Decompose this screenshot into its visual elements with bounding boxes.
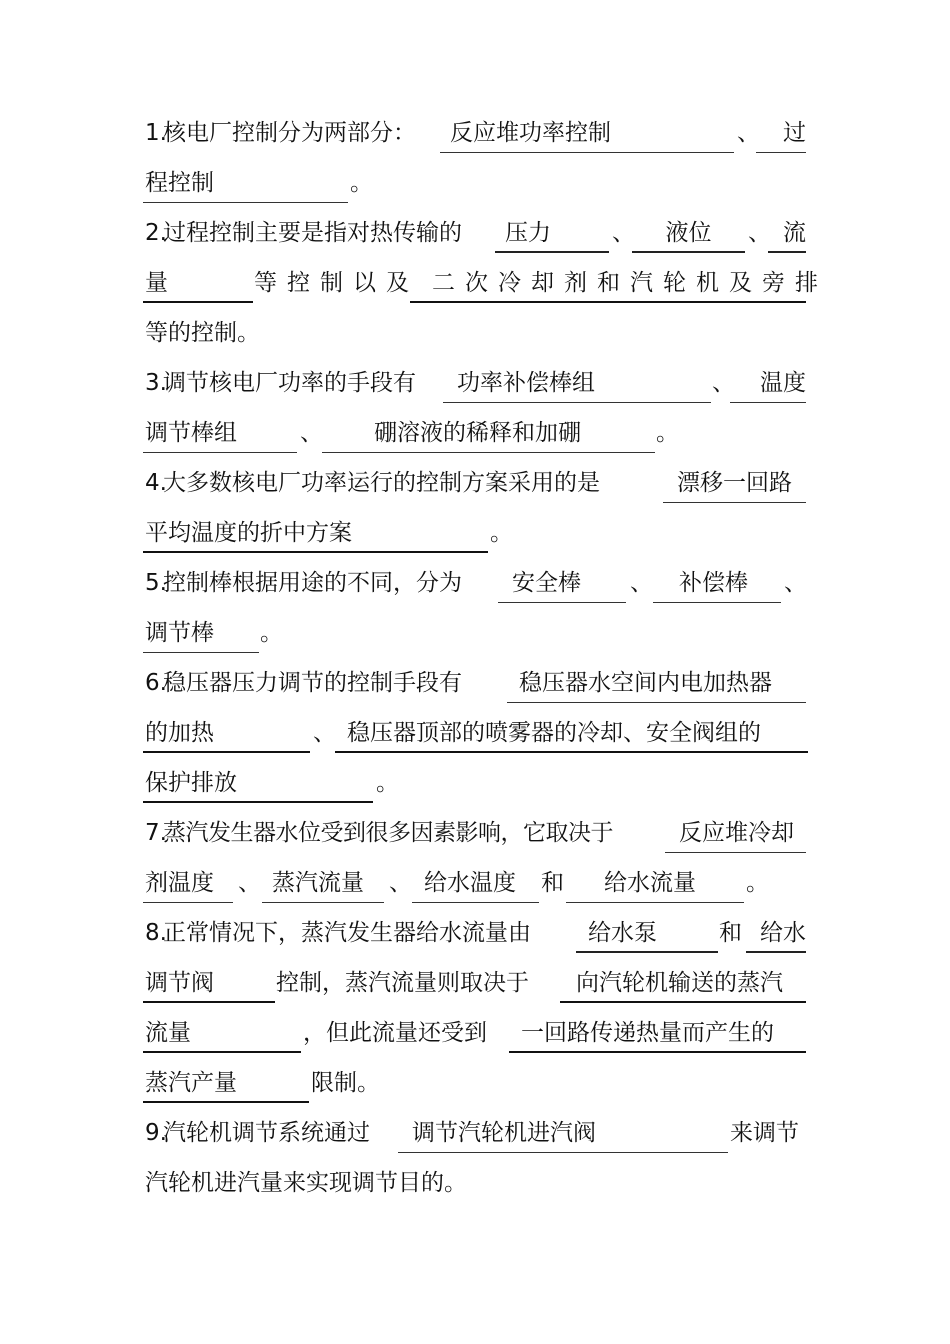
q2-answer-2: 液位 (632, 213, 745, 253)
q6-stem: 稳压器压力调节的控制手段有 (163, 670, 462, 696)
q8-number: 8. (145, 920, 167, 946)
q2-number: 2. (145, 220, 167, 246)
q3-end: 。 (656, 420, 679, 446)
q6-end: 。 (376, 770, 399, 796)
q3-line-1 (0, 363, 950, 403)
q5-line-1 (0, 563, 950, 603)
q3-answer-2a: 温度 (730, 363, 806, 403)
q8-line-2 (0, 963, 950, 1003)
q9-line-1 (0, 1113, 950, 1153)
q8-answer-2a: 给水 (746, 913, 806, 953)
q6-sep: 、 (313, 720, 336, 746)
q3-line-2 (0, 413, 950, 453)
q7-and: 和 (541, 870, 564, 896)
q9-mid: 来调节 (730, 1120, 799, 1146)
q8-line-3 (0, 1013, 950, 1053)
q7-sep-2: 、 (389, 870, 412, 896)
q4-stem: 大多数核电厂功率运行的控制方案采用的是 (163, 470, 600, 496)
q5-answer-1: 安全棒 (498, 563, 626, 603)
q7-stem: 蒸汽发生器水位受到很多因素影响，它取决于 (163, 820, 613, 846)
q5-end: 。 (260, 620, 283, 646)
q2-answer-4: 二次冷却剂和汽轮机及旁排 (410, 263, 806, 303)
q1-answer-2a: 过 (756, 113, 806, 153)
q1-sep: 、 (737, 120, 760, 146)
q9-stem: 汽轮机调节系统通过 (163, 1120, 370, 1146)
q7-answer-2: 蒸汽流量 (262, 863, 384, 903)
q8-mid-2: ，但此流量还受到 (303, 1020, 487, 1046)
q6-answer-1a: 稳压器水空间内电加热器 (507, 663, 806, 703)
q4-answer-1a: 漂移一回路 (663, 463, 806, 503)
q9-tail: 汽轮机进汽量来实现调节目的。 (145, 1170, 467, 1196)
q4-number: 4. (145, 470, 167, 496)
q8-answer-1: 给水泵 (576, 913, 718, 953)
q7-line-2 (0, 863, 950, 903)
q6-answer-2a: 稳压器顶部的喷雾器的冷却、安全阀组的 (335, 713, 808, 753)
q4-line-2 (0, 513, 950, 553)
q6-line-2 (0, 713, 950, 753)
q8-answer-2b: 调节阀 (143, 963, 275, 1003)
q1-line-2 (0, 163, 950, 203)
q5-sep-2: 、 (784, 570, 807, 596)
q5-stem: 控制棒根据用途的不同，分为 (163, 570, 462, 596)
q3-sep-2: 、 (300, 420, 323, 446)
q2-answer-1: 压力 (495, 213, 609, 253)
q8-line-1 (0, 913, 950, 953)
q7-answer-1a: 反应堆冷却 (665, 813, 806, 853)
q8-mid-1: 控制，蒸汽流量则取决于 (276, 970, 529, 996)
q1-end: 。 (350, 170, 373, 196)
q9-number: 9. (145, 1120, 167, 1146)
q2-answer-3b: 量 (143, 263, 253, 303)
q4-answer-1b: 平均温度的折中方案 (143, 513, 488, 553)
q2-sep-2: 、 (748, 220, 771, 246)
q8-line-4 (0, 1063, 950, 1103)
q6-number: 6. (145, 670, 167, 696)
q7-answer-3: 给水温度 (412, 863, 539, 903)
q3-answer-2b: 调节棒组 (143, 413, 297, 453)
q9-answer-1: 调节汽轮机进汽阀 (398, 1113, 728, 1153)
q5-number: 5. (145, 570, 167, 596)
q8-stem: 正常情况下，蒸汽发生器给水流量由 (163, 920, 531, 946)
q2-sep-1: 、 (612, 220, 635, 246)
q3-answer-3: 硼溶液的稀释和加硼 (322, 413, 655, 453)
q5-line-2 (0, 613, 950, 653)
q1-number: 1. (145, 120, 167, 146)
q2-line-1 (0, 213, 950, 253)
q4-end: 。 (490, 520, 513, 546)
q6-line-3 (0, 763, 950, 803)
q1-line-1 (0, 113, 950, 153)
q2-tail: 等的控制。 (145, 320, 260, 346)
q8-and: 和 (719, 920, 742, 946)
q7-number: 7. (145, 820, 167, 846)
q6-answer-1b: 的加热 (143, 713, 310, 753)
q1-answer-1: 反应堆功率控制 (440, 113, 734, 153)
q5-answer-2: 补偿棒 (653, 563, 781, 603)
q2-line-3 (0, 313, 950, 353)
q3-number: 3. (145, 370, 167, 396)
q2-answer-3a: 流 (768, 213, 806, 253)
q6-line-1 (0, 663, 950, 703)
q1-answer-2b: 程控制 (143, 163, 348, 203)
q3-stem: 调节核电厂功率的手段有 (163, 370, 416, 396)
q2-mid: 等控制以及 (254, 270, 419, 296)
q7-line-1 (0, 813, 950, 853)
q2-stem: 过程控制主要是指对热传输的 (163, 220, 462, 246)
q9-line-2 (0, 1163, 950, 1203)
q5-sep-1: 、 (630, 570, 653, 596)
q7-end: 。 (746, 870, 769, 896)
q8-end: 限制。 (311, 1070, 380, 1096)
q8-answer-3b: 流量 (143, 1013, 301, 1053)
q8-answer-4a: 一回路传递热量而产生的 (509, 1013, 806, 1053)
q5-answer-3: 调节棒 (143, 613, 259, 653)
q3-sep-1: 、 (712, 370, 735, 396)
q7-answer-1b: 剂温度 (143, 863, 233, 903)
q8-answer-3a: 向汽轮机输送的蒸汽 (560, 963, 806, 1003)
q4-line-1 (0, 463, 950, 503)
q7-sep-1: 、 (238, 870, 261, 896)
q8-answer-4b: 蒸汽产量 (143, 1063, 309, 1103)
q6-answer-2b: 保护排放 (143, 763, 373, 803)
q1-stem: 核电厂控制分为两部分： (163, 120, 416, 146)
q2-line-2 (0, 263, 950, 303)
q3-answer-1: 功率补偿棒组 (443, 363, 711, 403)
q7-answer-4: 给水流量 (566, 863, 744, 903)
